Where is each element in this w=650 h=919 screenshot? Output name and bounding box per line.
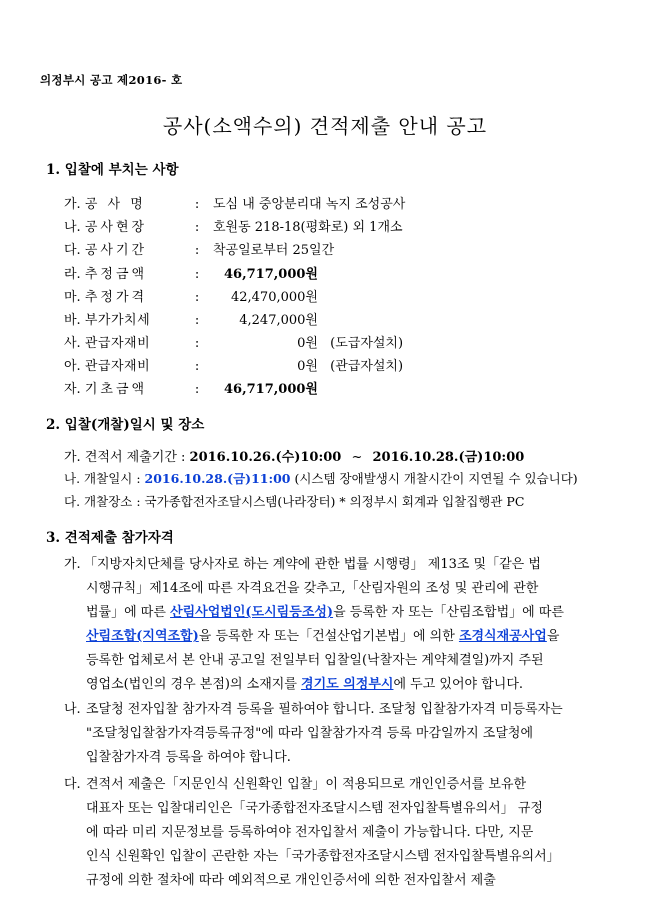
item-label: 개찰장소 : [84,494,141,509]
item-marker: 다. [64,243,81,258]
item-value: 4,247,000원 [239,313,318,328]
item-marker: 사. [64,336,81,351]
item-label: 추정가격 [84,290,148,305]
range-separator: ~ [351,450,363,465]
item-2b [64,469,578,487]
item-marker: 나. [64,220,81,235]
item-value: 0원 [297,359,318,374]
item-2c [64,492,524,510]
item-value: 도심 내 중앙분리대 녹지 조성공사 [212,197,406,212]
item-3a-line-3: 법률」에 따른 산림사업법인(도시림등조성)을 등록한 자 또는「산림조합법」에 따른 [86,605,564,620]
item-3c-line-5: 규정에 의한 절차에 따라 예외적으로 개인인증서에 의한 전자입찰서 제출 [86,873,496,888]
item-label: 공사현장 [84,220,148,235]
item-marker: 가. [64,450,81,465]
item-label: 개찰일시 : [84,471,141,486]
item-3b-line-1: 조달청 전자입찰 참가자격 등록을 필하여야 합니다. 조달청 입찰참가자격 미등록자는 [86,702,563,717]
item-1g: 사. 관급자재비 : 0원 (도급자설치) [64,332,403,351]
end-datetime: 2016.10.28.(금)10:00 [372,450,525,465]
landscape-planting-business: 조경식재공사업 [458,629,547,644]
item-value: 0원 [297,336,318,351]
item-3c-marker: 다. [64,777,81,792]
item-3a-line-6: 영업소(법인의 경우 본점)의 소재지를 경기도 의정부시에 두고 있어야 합니다. [86,677,524,692]
item-value: 착공일로부터 25일간 [212,243,335,258]
document-title: 공사(소액수의) 견적제출 안내 공고 [162,114,488,138]
item-marker: 바. [64,313,81,328]
item-marker: 가. [64,197,81,212]
item-label: 공사기간 [84,243,148,258]
item-3a-line-5: 등록한 업체로서 본 안내 공고일 전일부터 입찰일(낙찰자는 계약체결일)까지 주된 [86,653,544,668]
item-3b-line-3: 입찰참가자격 등록을 하여야 합니다. [86,750,291,765]
item-3c-line-4: 인식 신원확인 입찰이 곤란한 자는「국가종합전자조달시스템 전자입찰특별유의서」 [86,849,560,864]
start-datetime: 2016.10.26.(수)10:00 [189,450,342,465]
item-value: 46,717,000원 [224,267,318,282]
item-value: 호원동 218-18(평화로) 외 1개소 [212,220,403,235]
item-marker: 다. [64,494,81,509]
item-3a-line-1: 「지방자치단체를 당사자로 하는 계약에 관한 법률 시행령」 제13조 및「같은 법 [84,557,541,572]
item-1f: 바. 부가가치세 : 4,247,000원 [64,309,318,328]
item-note: (시스템 장애발생시 개찰시간이 지연될 수 있습니다) [294,471,578,486]
item-1c: 다. 공사기간 : 착공일로부터 25일간 [64,239,334,258]
item-3a-line-4: 산림조합(지역조합)을 등록한 자 또는「건설산업기본법」에 의한 조경식재공사업을 [86,629,560,644]
item-3a-line-2: 시행규칙」제14조에 따른 자격요건을 갖추고,「산림자원의 조성 및 관리에 관한 [86,581,539,596]
item-label: 견적서 제출기간 : [84,450,186,465]
item-value: 국가종합전자조달시스템(나라장터) * 의정부시 회계과 입찰집행관 PC [144,494,525,509]
region-requirement: 경기도 의정부시 [301,677,394,692]
forest-business-corp: 산림사업법인(도시림등조성) [170,605,334,620]
item-3a-marker: 가. [64,557,81,572]
item-3c-line-2: 대표자 또는 입찰대리인은「국가종합전자조달시스템 전자입찰특별유의서」 규정 [86,801,543,816]
forest-cooperative: 산림조합(지역조합) [86,629,199,644]
item-note: (도급자설치) [330,336,404,351]
item-label: 추정금액 [84,267,148,282]
item-marker: 아. [64,359,81,374]
item-3b-line-2: "조달청입찰참가자격등록규정"에 따라 입찰참가자격 등록 마감일까지 조달청에 [86,726,534,741]
item-label: 부가가치세 [84,313,151,328]
item-3c-line-3: 에 따라 미리 지문정보를 등록하여야 전자입찰서 제출이 가능합니다. 다만, 지문 [86,825,534,840]
item-marker: 자. [64,382,81,397]
section-3-heading: 3. 견적제출 참가자격 [46,530,174,546]
opening-datetime: 2016.10.28.(금)11:00 [144,471,291,486]
item-1a: 가. 공 사 명 : 도심 내 중앙분리대 녹지 조성공사 [64,193,405,212]
item-1i: 자. 기초금액 : 46,717,000원 [64,378,318,397]
item-1e: 마. 추정가격 : 42,470,000원 [64,286,318,305]
item-1b: 나. 공사현장 : 호원동 218-18(평화로) 외 1개소 [64,216,403,235]
section-1-heading: 1. 입찰에 부치는 사항 [46,162,179,178]
item-value: 42,470,000원 [230,290,318,305]
item-label: 기초금액 [84,382,148,397]
item-label: 관급자재비 [84,336,151,351]
item-marker: 마. [64,290,81,305]
item-note: (관급자설치) [330,359,404,374]
item-label: 관급자재비 [84,359,151,374]
section-2-heading: 2. 입찰(개찰)일시 및 장소 [46,417,205,433]
item-marker: 나. [64,471,81,486]
item-label: 공 사 명 [84,197,146,212]
item-1h: 아. 관급자재비 : 0원 (관급자설치) [64,355,403,374]
item-marker: 라. [64,267,81,282]
item-1d: 라. 추정금액 : 46,717,000원 [64,263,318,282]
notice-number: 의정부시 공고 제2016- 호 [40,73,183,87]
item-value: 46,717,000원 [224,382,318,397]
item-3c-line-1: 견적서 제출은「지문인식 신원확인 입찰」이 적용되므로 개인인증서를 보유한 [86,777,527,792]
item-2a [64,446,524,465]
item-3b-marker: 나. [64,702,81,717]
